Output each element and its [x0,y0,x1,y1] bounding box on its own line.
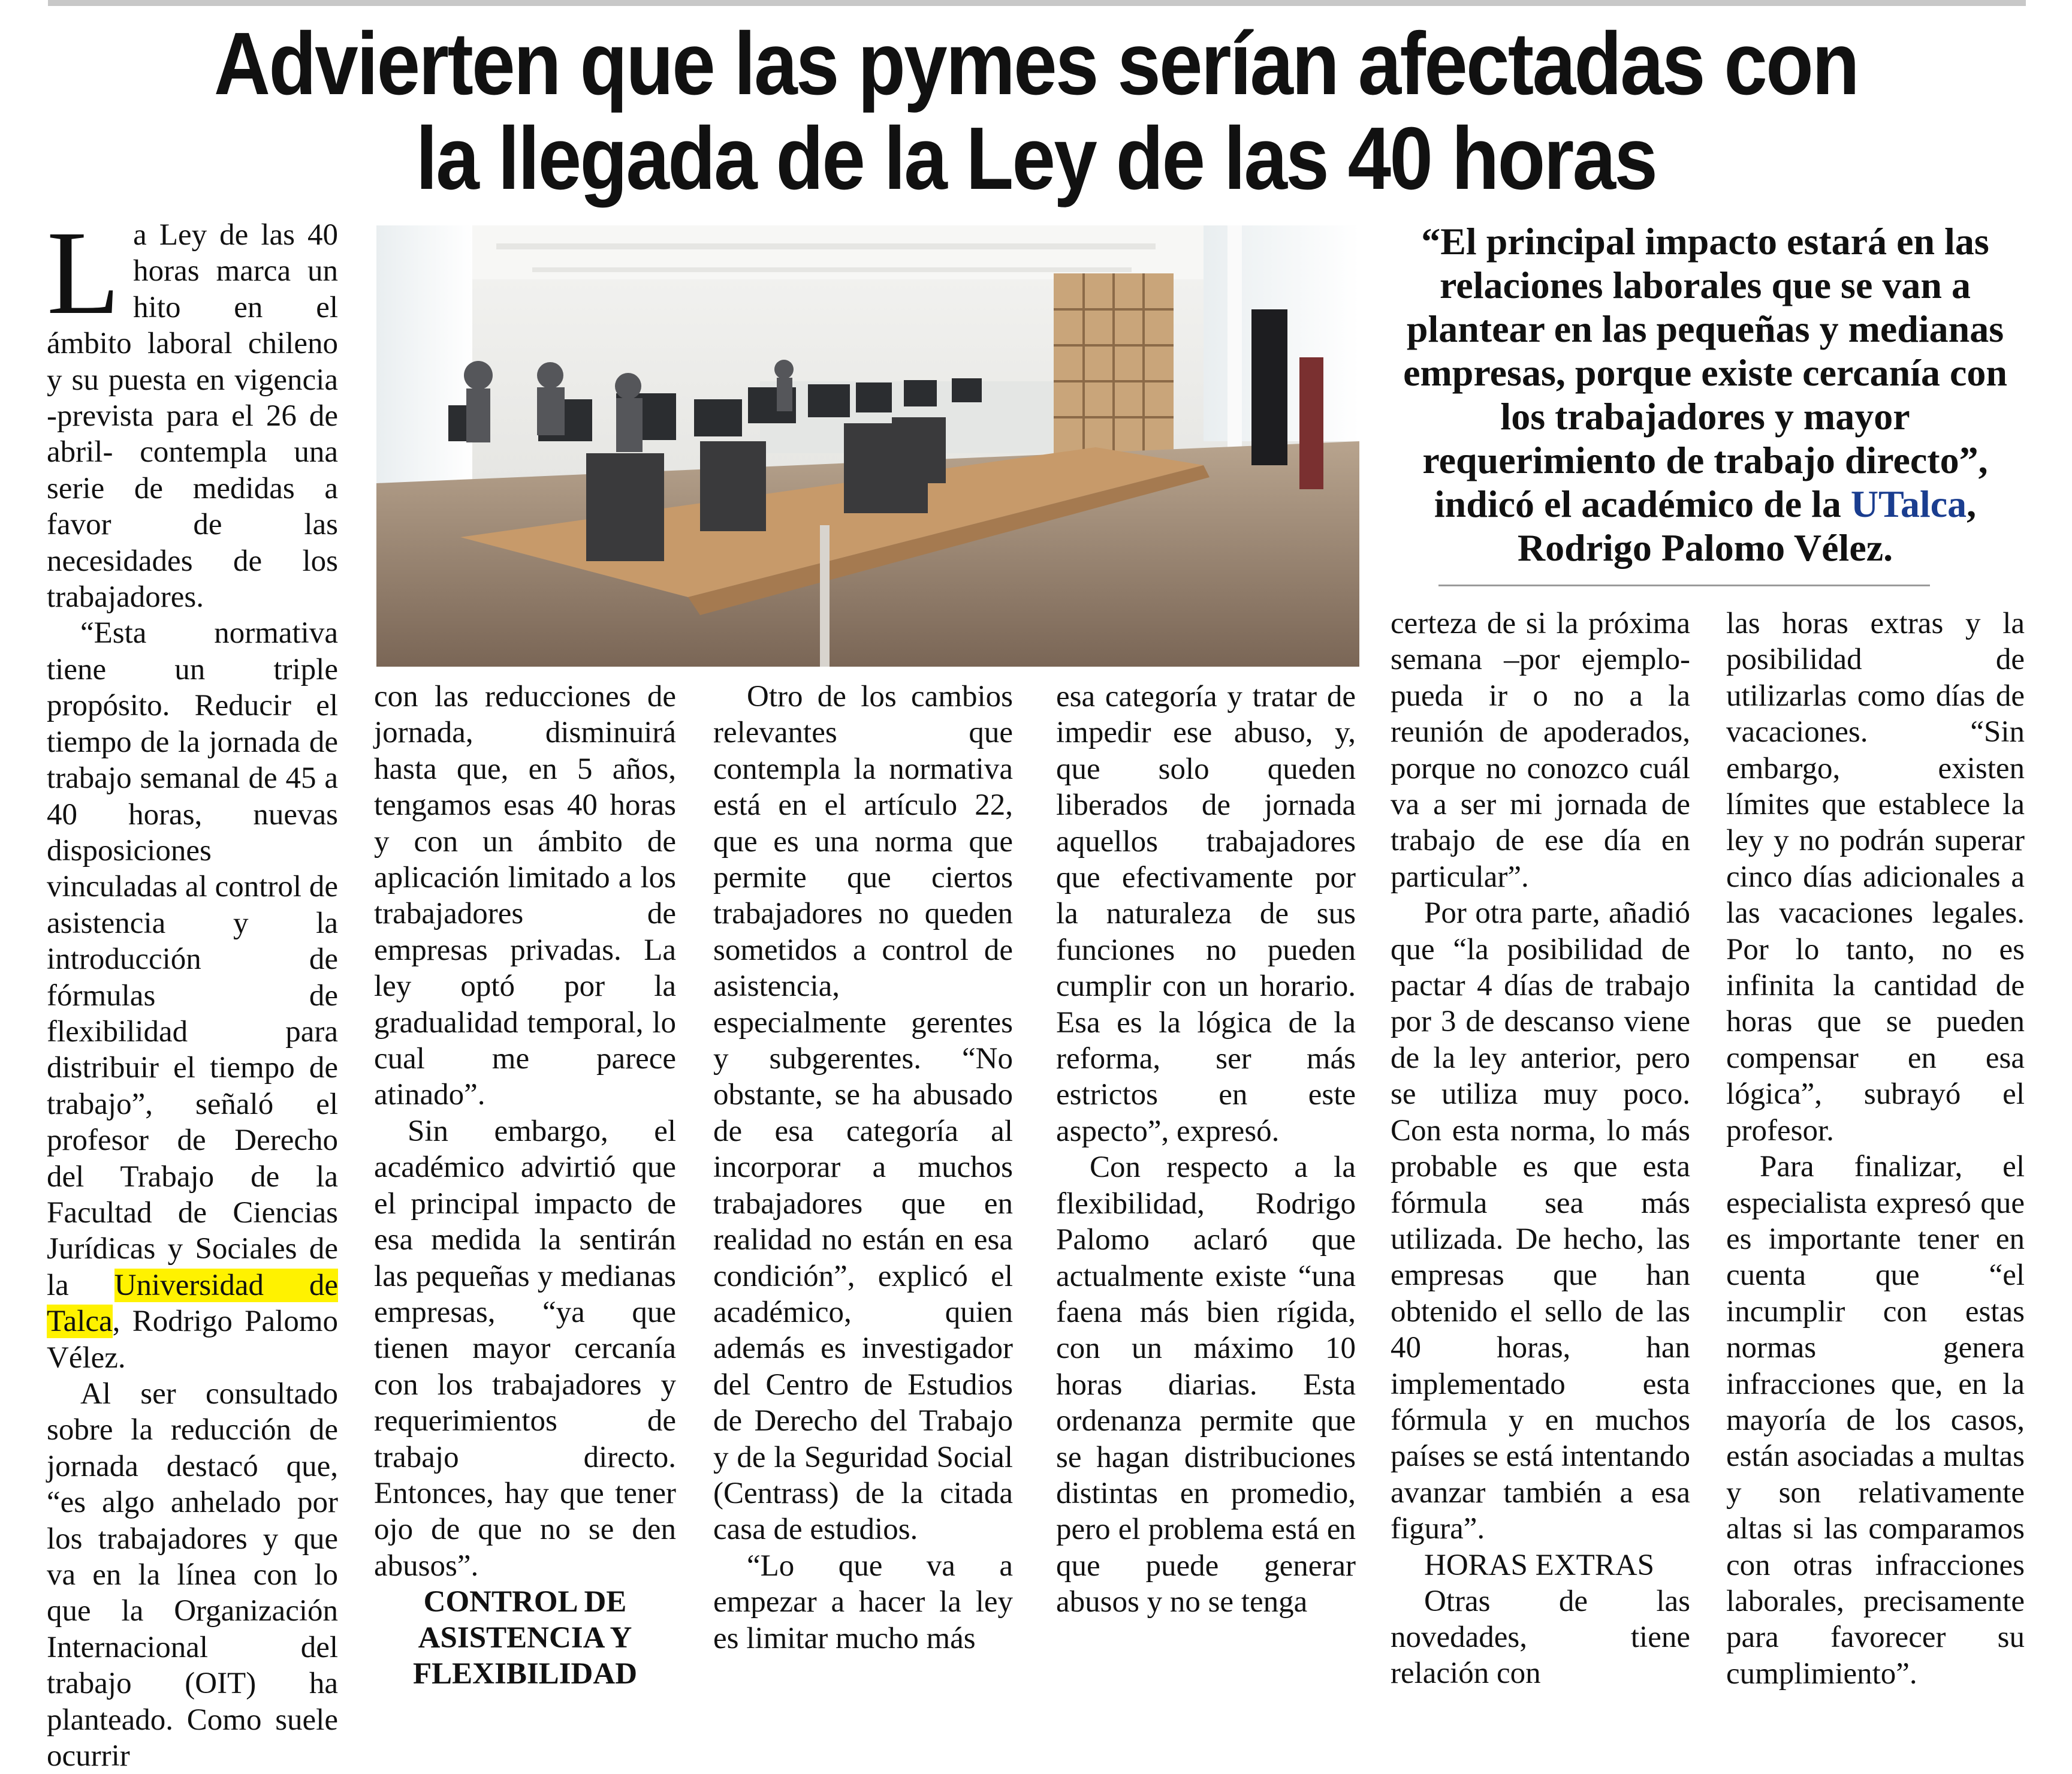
lead-paragraph: La Ley de las 40 horas marca un hito en el ámbito laboral chileno y su puesta en vigencia -prevista para el 26 de abril- contempla una serie de medidas a favor de las necesidades de los trabajadores. [47,207,338,615]
headline-line-1: Advierten que las pymes serían afectadas con [213,14,1859,113]
article-paragraph: “Esta normativa tiene un triple propósito. Reducir el tiempo de la jornada de trabajo semanal de 45 a 40 horas, nuevas disposiciones vinculadas al control de asistencia y la introducción de fórmulas de flexibilidad para distribuir el tiempo de trabajo”, señaló el profesor de Derecho del Trabajo de la Facultad de Ciencias Jurídicas y Sociales de la Universidad de Talca, Rodrigo Palomo Vélez. [47,616,338,1375]
article-paragraph: Por otra parte, añadió que “la posibilidad de pactar 4 días de trabajo por 3 de descanso viene de la ley anterior, pero se utiliza muy poco. Con esta norma, lo más probable es que esta fórmula sea más utilizada. De hecho, las empresas que han obtenido el sello de las 40 horas, han implementado esta fórmula y en muchos países se está intentando avanzar también a esa figura”. [1391,896,1690,1546]
article-paragraph: Con respecto a la flexibilidad, Rodrigo Palomo aclaró que actualmente existe “una faena más bien rígida, con un máximo 10 horas diarias. Esta ordenanza permite que se hagan distribuciones distintas en promedio, pero el problema está en que puede generar abusos y no se tenga [1056,1150,1356,1619]
pull-quote-utalca: UTalca [1850,483,1967,525]
article-paragraph: Para finalizar, el especialista expresó que es importante tener en cuenta que “el incumplir con estas normas genera infracciones que, en la mayoría de los casos, están asociadas a multas y son relativamente altas si las comparamos con otras infracciones laborales, precisamente para favorecer su cumplimiento”. [1726,1150,2025,1691]
top-rule [48,0,2026,6]
article-paragraph: Al ser consultado sobre la reducción de jornada destacó que, “es algo anhelado por los trabajadores y que va en la línea con lo que la Organización Internacional del trabajo (OIT) ha planteado. Como suele ocurrir [47,1377,338,1773]
article-paragraph: Sin embargo, el académico advirtió que el principal impacto de esa medida la sentirán las pequeñas y medianas empresas, “ya que tienen mayor cercanía con los trabajadores y requerimientos de trabajo directo. Entonces, hay que tener ojo de que no se den abusos”. [374,1114,676,1583]
article-paragraph: “Lo que va a empezar a hacer la ley es limitar mucho más [713,1549,1013,1655]
headline-line-2: la llegada de la Ley de las 40 horas [415,109,1657,208]
highlighted-university: Universidad de Talca [47,1268,338,1339]
pull-quote: “El principal impacto estará en las relaciones laborales que se van a plantear en las pequeñas y medianas empresas, porque existe cercanía con los trabajadores y mayor requerimiento de trabajo directo”, indicó el académico de la UTalca, Rodrigo Palomo Vélez. [1403,220,2007,569]
article-paragraph: esa categoría y tratar de impedir ese abuso, y, que solo queden liberados de jornada aquellos trabajadores que efectivamente por la naturaleza de sus funciones no pueden cumplir con un horario. Esa es la lógica de la reforma, ser más estrictos en este aspecto”, expresó. [1056,680,1356,1148]
article-column-5 [1391,606,1690,1691]
article-column-3 [713,679,1013,1655]
pull-quote-divider [1438,585,1930,586]
article-column-2 [374,679,676,1691]
subheading-control-asistencia: CONTROL DE ASISTENCIA Y FLEXIBILIDAD [412,1585,638,1691]
open-plan-office-image [376,225,1359,667]
article-paragraph: Otras de las novedades, tiene relación con [1391,1584,1690,1691]
article-column-4 [1056,679,1356,1627]
article-paragraph: con las reducciones de jornada, disminuirá hasta que, en 5 años, tengamos esas 40 horas y con un ámbito de aplicación limitado a los trabajadores de empresas privadas. La ley optó por la gradualidad temporal, lo cual me parece atinado”. [374,680,676,1112]
headline [124,14,1947,208]
article-column-6 [1726,606,2025,1691]
article-paragraph: certeza de si la próxima semana –por ejemplo- pueda ir o no a la reunión de apoderados, porque no conozco cuál va a ser mi jornada de trabajo de ese día en particular”. [1391,607,1690,894]
drop-cap: L [47,207,120,339]
subheading-horas-extras: HORAS EXTRAS [1424,1548,1654,1582]
office-photo [376,225,1359,667]
article-paragraph: Otro de los cambios relevantes que contempla la normativa está en el artículo 22, que es una norma que permite que ciertos trabajadores no queden sometidos a control de asistencia, especialmente gerentes y subgerentes. “No obstante, se ha abusado de esa categoría al incorporar a muchos trabajadores que en realidad no están en esa condición”, explicó el académico, quien además es investigador del Centro de Estudios de Derecho del Trabajo y de la Seguridad Social (Centrass) de la citada casa de estudios. [713,680,1013,1547]
article-column-1 [47,207,338,1773]
article-paragraph: las horas extras y la posibilidad de utilizarlas como días de vacaciones. “Sin embargo, existen límites que establece la ley y no podrán superar cinco días adicionales a las vacaciones legales. Por lo tanto, no es infinita la cantidad de horas que se pueden compensar en esa lógica”, subrayó el profesor. [1726,607,2025,1147]
